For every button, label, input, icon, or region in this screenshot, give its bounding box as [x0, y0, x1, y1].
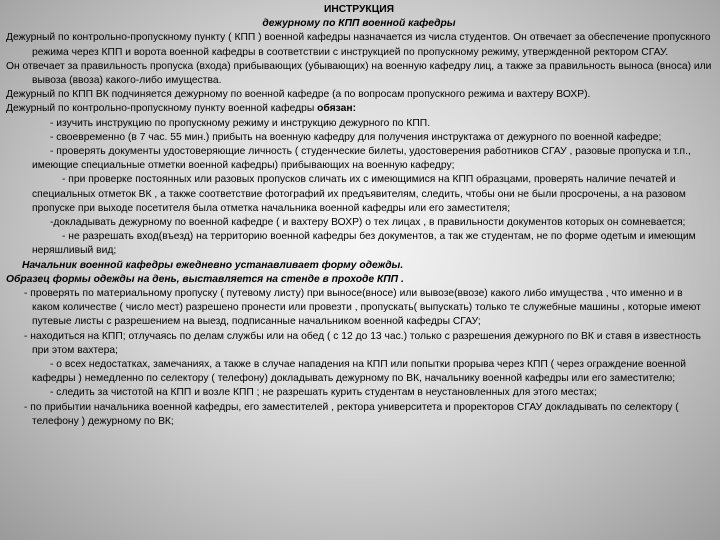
duty-lead-paragraph — [6, 102, 712, 116]
intro-paragraph-1: Дежурный по контрольно-пропускному пункту ( КПП ) военной кафедры назначается из числа студентов. Он отвечает за обеспечение пропускного режима через КПП и ворота военной кафедры в соответствии с инструкцией по пропускному режиму, утвержденной ректором СГАУ. — [6, 32, 711, 58]
more-duty-item-1: - проверять по материальному пропуску ( путевому листу) при выносе(вносе) или вывозе(ввозе) какого либо имущества , что именно и в каком количестве ( число мест) разрешено пронести или провезти , пропускать( выпускать) только те служебные машины , которые имеют путевые листы с разрешением на выезд, подписанные начальником военной кафедры СГАУ; — [24, 288, 701, 328]
more-duty-item-3: - о всех недостатках, замечаниях, а также в случае нападения на КПП или попытки прорыва через КПП ( через ограждение военной кафедры ) немедленно по селектору ( телефону) докладывать дежурному по ВК, начальнику военной кафедры или его заместителю; — [32, 359, 687, 385]
intro-paragraph-2: Он отвечает за правильность пропуска (входа) прибывающих (убывающих) на военную кафедру лиц, а также за правильность выноса (вноса) или вывоза (ввоза) какого-либо имущества. — [6, 60, 712, 87]
more-duty-item-4: - следить за чистотой на КПП и возле КПП ; не разрешать курить студентам в неустановленных для этого местах; — [50, 387, 597, 399]
duty-item-2: - своевременно (в 7 час. 55 мин.) прибыть на военную кафедру для получения инструктажа от дежурного по военной кафедре; — [50, 131, 662, 143]
document-subtitle: дежурному по КПП военной кафедры — [262, 18, 456, 30]
duty-item-1: - изучить инструкцию по пропускному режиму и инструкцию дежурного по КПП. — [50, 117, 431, 129]
intro-paragraph-3: Дежурный по КПП ВК подчиняется дежурному по военной кафедре (а по вопросам пропускного режима и вахтеру ВОХР). — [6, 89, 591, 101]
duty-lead-bold: обязан: — [317, 103, 357, 115]
uniform-note-1: Начальник военной кафедры ежедневно устанавливает форму одежды. — [22, 259, 404, 271]
more-duty-item-2: - находиться на КПП; отлучаясь по делам службы или на обед ( с 12 до 13 час.) только с разрешения дежурного по ВК и ставя в известность при этом вахтера; — [24, 330, 702, 356]
more-duty-item-5: - по прибытии начальника военной кафедры, его заместителей , ректора университета и проректоров СГАУ докладывать по селектору ( телефону ) дежурному по ВК; — [24, 401, 679, 427]
duty-item-4: - при проверке постоянных или разовых пропусков сличать их с имеющимися на КПП образцами, проверять наличие печатей и специальных отметок ВК , а также соответствие фотографий их предъявителям, следить, чтобы они не были просрочены, а на разовом пропуске при выходе посетителя была отметка начальника военной кафедры или его заместителя; — [32, 174, 686, 214]
duty-item-5: -докладывать дежурному по военной кафедре ( и вахтеру ВОХР) о тех лицах , в правильности документов которых он сомневается; — [50, 217, 686, 229]
uniform-note-2: Образец формы одежды на день, выставляется на стенде в проходе КПП . — [6, 273, 404, 285]
document-title: ИНСТРУКЦИЯ — [323, 4, 395, 15]
duty-lead-text: Дежурный по контрольно-пропускному пункту военной кафедры — [6, 103, 318, 115]
duty-item-3: - проверять документы удостоверяющие личность ( студенческие билеты, удостоверения работников СГАУ , разовые пропуска и т.п., имеющие специальные отметки военной кафедры) прибывающих на военную кафедру; — [32, 146, 691, 172]
duty-item-6: - не разрешать вход(въезд) на территорию военной кафедры без документов, а так же студентам, не по форме одетым и имеющим неряшливый вид; — [32, 231, 696, 257]
